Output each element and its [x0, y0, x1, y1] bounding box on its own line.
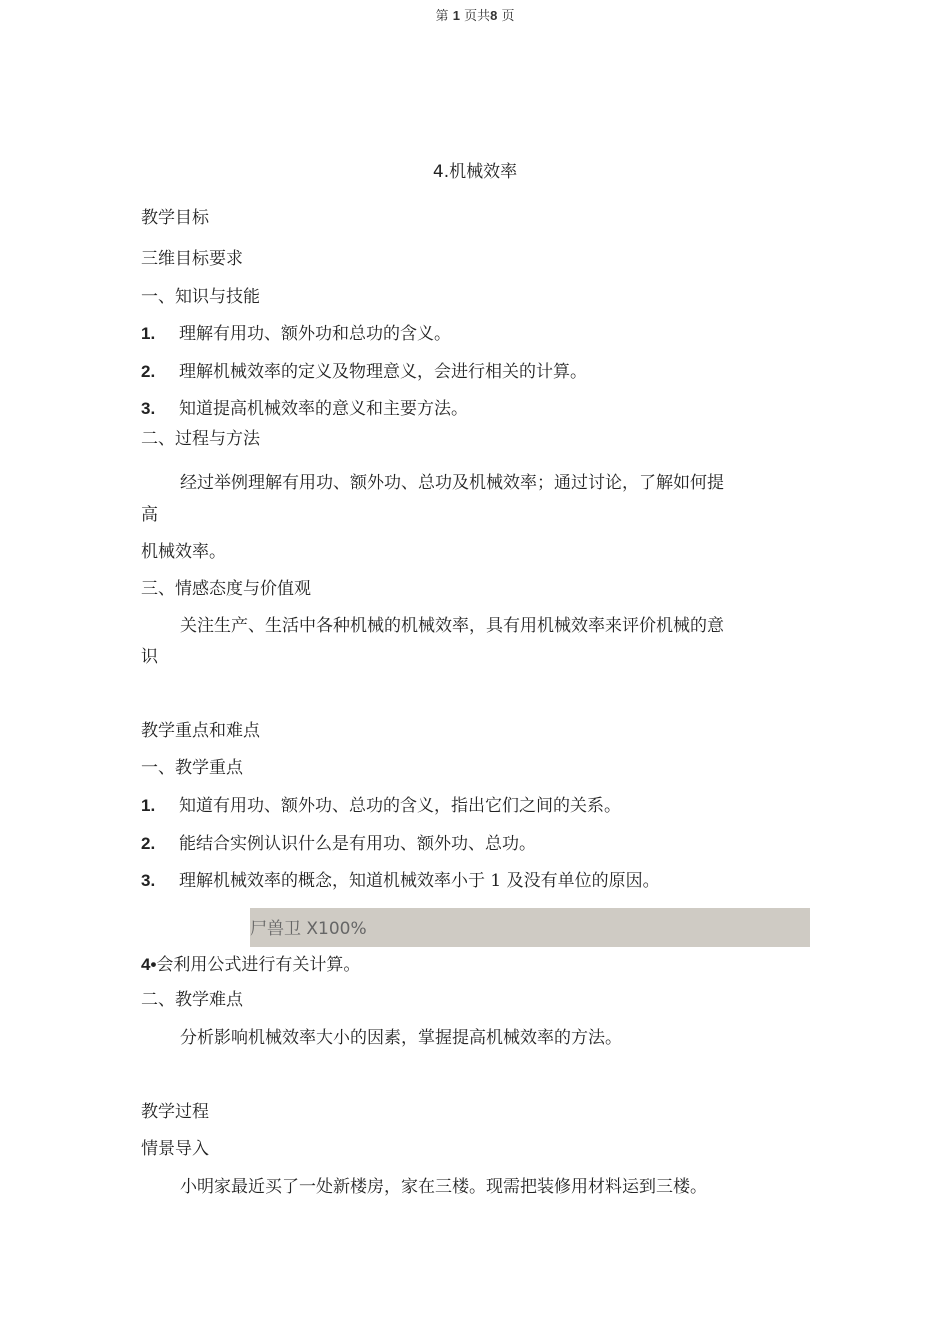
list-item-text: 知道提高机械效率的意义和主要方法。 [179, 399, 468, 419]
subheading-3d-goals: 三维目标要求 [141, 249, 243, 269]
list-item-text: 能结合实例认识什么是有用功、额外功、总功。 [179, 834, 536, 854]
list-item-number: 2. [141, 834, 156, 853]
list-item-text: 理解机械效率的概念，知道机械效率小于 1 及没有单位的原因。 [179, 871, 660, 891]
paragraph-process: 经过举例理解有用功、额外功、总功及机械效率；通过讨论，了解如何提 [180, 473, 724, 493]
list-item [141, 829, 536, 854]
subheading-values: 三、情感态度与价值观 [141, 579, 311, 599]
list-item [141, 866, 660, 891]
document-title: 4.机械效率 [432, 162, 518, 182]
list-item-text: 知道有用功、额外功、总功的含义，指出它们之间的关系。 [179, 796, 621, 816]
list-item-text: 理解机械效率的定义及物理意义，会进行相关的计算。 [179, 362, 587, 382]
list-item-number: 1. [141, 324, 156, 343]
subheading-difficulty: 二、教学难点 [141, 990, 243, 1010]
subheading-process: 二、过程与方法 [141, 429, 260, 449]
list-item-text: 会利用公式进行有关计算。 [156, 955, 361, 975]
list-item [141, 357, 587, 382]
list-item-number: 3. [141, 399, 156, 418]
list-item-text: 理解有用功、额外功和总功的含义。 [179, 324, 451, 344]
page-header-prefix: 第 [435, 9, 449, 24]
list-item [141, 319, 451, 344]
list-item-number: 4• [141, 955, 157, 974]
section-heading-process: 教学过程 [141, 1102, 209, 1122]
paragraph-process-wrap: 高 [141, 505, 158, 525]
paragraph-difficulty: 分析影响机械效率大小的因素，掌握提高机械效率的方法。 [180, 1028, 622, 1048]
formula-text: 尸兽卫 X100% [250, 919, 367, 939]
section-heading-keypoints: 教学重点和难点 [141, 721, 260, 741]
section-heading-goals: 教学目标 [141, 208, 209, 228]
list-item [141, 791, 621, 816]
page-number: 1 [452, 8, 460, 23]
page-total: 8 [490, 8, 498, 23]
list-item-number: 3. [141, 871, 156, 890]
list-item [141, 394, 468, 419]
paragraph-intro: 小明家最近买了一处新楼房，家在三楼。现需把装修用材料运到三楼。 [180, 1177, 707, 1197]
paragraph-values: 关注生产、生活中各种机械的机械效率，具有用机械效率来评价机械的意 [180, 616, 724, 636]
list-item-number: 2. [141, 362, 156, 381]
paragraph-process-cont: 机械效率。 [141, 542, 226, 562]
paragraph-values-wrap: 识 [141, 647, 158, 667]
subheading-intro: 情景导入 [141, 1139, 209, 1159]
page-header-suffix: 页 [501, 9, 515, 24]
subheading-key: 一、教学重点 [141, 758, 243, 778]
list-item [141, 950, 360, 975]
list-item-number: 1. [141, 796, 156, 815]
page-header-middle: 页共 [464, 9, 491, 24]
subheading-knowledge: 一、知识与技能 [141, 287, 260, 307]
page-header [0, 5, 950, 24]
